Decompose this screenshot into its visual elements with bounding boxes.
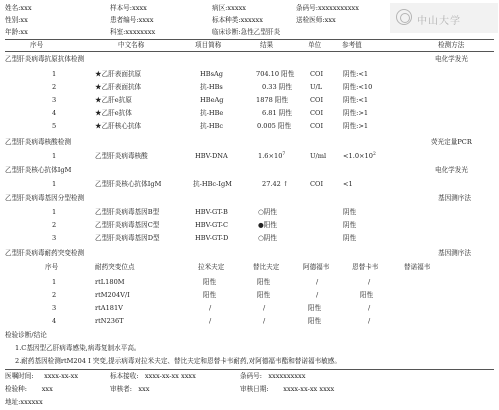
hospital-logo-text: 中山大学 bbox=[417, 16, 461, 27]
hospital-logo bbox=[390, 3, 498, 33]
specimen-received: 标本接收: xxxx-xx-xx xxxx bbox=[110, 372, 196, 380]
conclusion-line-1: 1.C基因型乙肝病毒感染,病毒复制水平高。 bbox=[15, 344, 141, 352]
patient-name: 姓名:xxx bbox=[5, 4, 32, 12]
section-title-antigen: 乙型肝炎病毒抗原抗体检测 bbox=[5, 55, 85, 63]
tester: 检验种: xxx bbox=[5, 385, 53, 393]
address: 地址:xxxxxx bbox=[5, 398, 43, 406]
section-title-igm: 乙型肝炎核心抗体IgM bbox=[5, 166, 72, 174]
section-method-igm: 电化学发光 bbox=[435, 166, 468, 174]
section-method-genotype: 基因测序法 bbox=[438, 194, 471, 202]
department: 科室:xxxxxxxx bbox=[110, 28, 156, 36]
order-time: 医嘱时间: xxxx-xx-xx bbox=[5, 372, 79, 380]
dna-reference: $<1.0\times 10^2$ bbox=[343, 151, 376, 160]
negative-circle-icon: ○ bbox=[258, 208, 264, 216]
sample-number: 样本号:xxxx bbox=[110, 4, 147, 12]
dna-result: $1.6\times 10^7$ bbox=[258, 151, 286, 160]
conclusion-title: 检验诊断/结论 bbox=[5, 331, 47, 339]
col-header-unit: 单位 bbox=[308, 41, 322, 49]
section-title-dna: 乙型肝炎病毒核酸检测 bbox=[5, 138, 71, 146]
footer-barcode: 条码号: xxxxxxxxxx bbox=[240, 372, 306, 380]
col-header-result: 结果 bbox=[260, 41, 274, 49]
section-method-antigen: 电化学发光 bbox=[435, 55, 468, 63]
col-header-no: 序号 bbox=[30, 41, 44, 49]
col-header-method: 检测方法 bbox=[438, 41, 465, 49]
ward: 病区:xxxxx bbox=[212, 4, 247, 12]
divider bbox=[5, 51, 494, 52]
conclusion-line-2: 2.耐药基因检测rtM204 I 突变,提示病毒对拉米夫定、替比夫定和恩替卡韦耐药,对阿德福韦酯和替诺福韦敏感。 bbox=[15, 357, 341, 365]
col-header-ref: 参考值 bbox=[342, 41, 362, 49]
review-date: 审核日期: xxxx-xx-xx xxxx bbox=[240, 385, 335, 393]
divider bbox=[5, 39, 494, 40]
section-method-dna: 荧光定量PCR bbox=[431, 138, 472, 146]
negative-circle-icon: ○ bbox=[258, 234, 264, 242]
reviewer: 审核者: xxx bbox=[110, 385, 150, 393]
col-header-abbr: 项目简称 bbox=[195, 41, 222, 49]
col-header-name: 中文名称 bbox=[118, 41, 145, 49]
section-title-genotype: 乙型肝炎病毒基因分型检测 bbox=[5, 194, 85, 202]
positive-dot-icon: ● bbox=[258, 221, 264, 229]
patient-sex: 性别:xx bbox=[5, 16, 28, 24]
barcode-number: 条码号:xxxxxxxxxxx bbox=[296, 4, 359, 12]
specimen-type: 标本种类:xxxxxx bbox=[212, 16, 263, 24]
divider bbox=[5, 369, 494, 370]
section-title-resistance: 乙型肝炎病毒耐药突变检测 bbox=[5, 249, 85, 257]
clinical-diagnosis: 临床诊断:急性乙型肝炎 bbox=[212, 28, 281, 36]
section-method-resistance: 基因测序法 bbox=[438, 249, 471, 257]
patient-id: 患者编号:xxxx bbox=[110, 16, 154, 24]
hospital-emblem-icon bbox=[396, 9, 412, 25]
ordering-doctor: 送检医师:xxx bbox=[296, 16, 336, 24]
patient-age: 年龄:xx bbox=[5, 28, 28, 36]
